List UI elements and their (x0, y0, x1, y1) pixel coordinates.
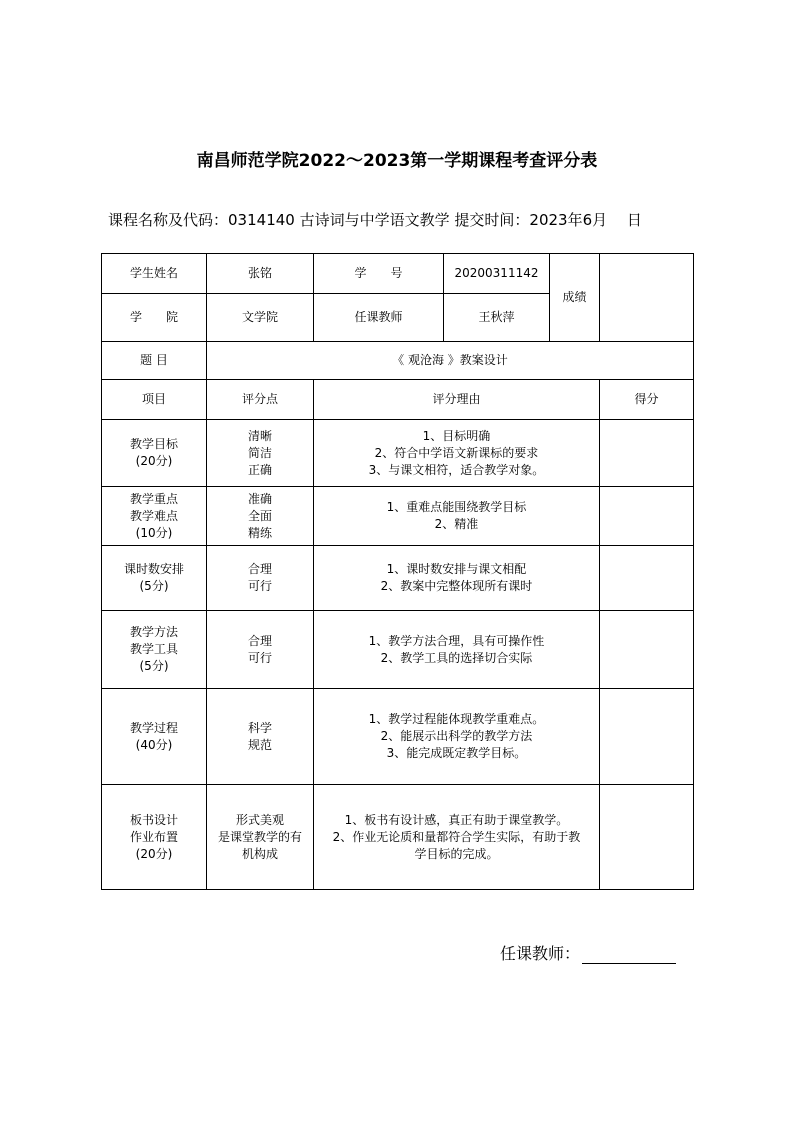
score-cell (600, 420, 694, 487)
reason-cell: 1、板书有设计感，真正有助于课堂教学。 2、作业无论质和量都符合学生实际，有助于教 学目标的完成。 (314, 785, 600, 890)
points-cell: 合理 可行 (207, 611, 314, 689)
table-row (102, 420, 694, 487)
score-cell (600, 546, 694, 611)
header-reason: 评分理由 (314, 380, 600, 420)
points-cell: 合理 可行 (207, 546, 314, 611)
student-row (102, 254, 694, 294)
table-row (102, 785, 694, 890)
teacher-signature (500, 941, 676, 964)
signature-label: 任课教师： (500, 944, 581, 963)
reason-cell: 1、教学方法合理，具有可操作性 2、教学工具的选择切合实际 (314, 611, 600, 689)
submit-label: 提交时间： (454, 211, 530, 229)
score-table (101, 253, 694, 890)
table-row (102, 689, 694, 785)
student-no-label: 学 号 (314, 254, 444, 294)
course-info-line (108, 209, 642, 230)
table-row (102, 611, 694, 689)
table-row (102, 546, 694, 611)
points-cell: 形式美观 是课堂教学的有 机构成 (207, 785, 314, 890)
header-score: 得分 (600, 380, 694, 420)
topic-row (102, 342, 694, 380)
score-cell (600, 487, 694, 546)
item-cell: 板书设计 作业布置 (20分) (102, 785, 207, 890)
item-cell: 教学重点 教学难点 (10分) (102, 487, 207, 546)
teacher-label: 任课教师 (314, 294, 444, 342)
page-title: 南昌师范学院2022～2023第一学期课程考查评分表 (196, 151, 598, 171)
course-code: 0314140 (228, 211, 295, 229)
header-item: 项目 (102, 380, 207, 420)
score-cell (600, 689, 694, 785)
score-label: 成绩 (550, 254, 600, 342)
reason-cell: 1、课时数安排与课文相配 2、教案中完整体现所有课时 (314, 546, 600, 611)
student-no-value: 20200311142 (444, 254, 550, 294)
item-cell: 课时数安排 (5分) (102, 546, 207, 611)
item-cell: 教学目标 (20分) (102, 420, 207, 487)
header-points: 评分点 (207, 380, 314, 420)
item-cell: 教学过程 (40分) (102, 689, 207, 785)
course-name: 古诗词与中学语文教学 (299, 211, 450, 229)
signature-line[interactable] (582, 947, 676, 964)
submit-day: 日 (626, 211, 642, 229)
student-name-label: 学生姓名 (102, 254, 207, 294)
item-cell: 教学方法 教学工具 (5分) (102, 611, 207, 689)
topic-value: 《 观沧海 》教案设计 (207, 342, 694, 380)
points-cell: 科学 规范 (207, 689, 314, 785)
teacher-value: 王秋萍 (444, 294, 550, 342)
score-cell (600, 785, 694, 890)
college-value: 文学院 (207, 294, 314, 342)
reason-cell: 1、目标明确 2、符合中学语文新课标的要求 3、与课文相符，适合教学对象。 (314, 420, 600, 487)
points-cell: 准确 全面 精练 (207, 487, 314, 546)
college-label: 学 院 (102, 294, 207, 342)
submit-date: 2023年6月 (529, 211, 608, 229)
topic-label: 题 目 (102, 342, 207, 380)
score-cell (600, 611, 694, 689)
table-row (102, 487, 694, 546)
student-name-value: 张铭 (207, 254, 314, 294)
points-cell: 清晰 简洁 正确 (207, 420, 314, 487)
reason-cell: 1、重难点能围绕教学目标 2、精准 (314, 487, 600, 546)
reason-cell: 1、教学过程能体现教学重难点。 2、能展示出科学的教学方法 3、能完成既定教学目标。 (314, 689, 600, 785)
total-score-cell (600, 254, 694, 342)
header-row (102, 380, 694, 420)
course-label: 课程名称及代码： (108, 211, 229, 229)
